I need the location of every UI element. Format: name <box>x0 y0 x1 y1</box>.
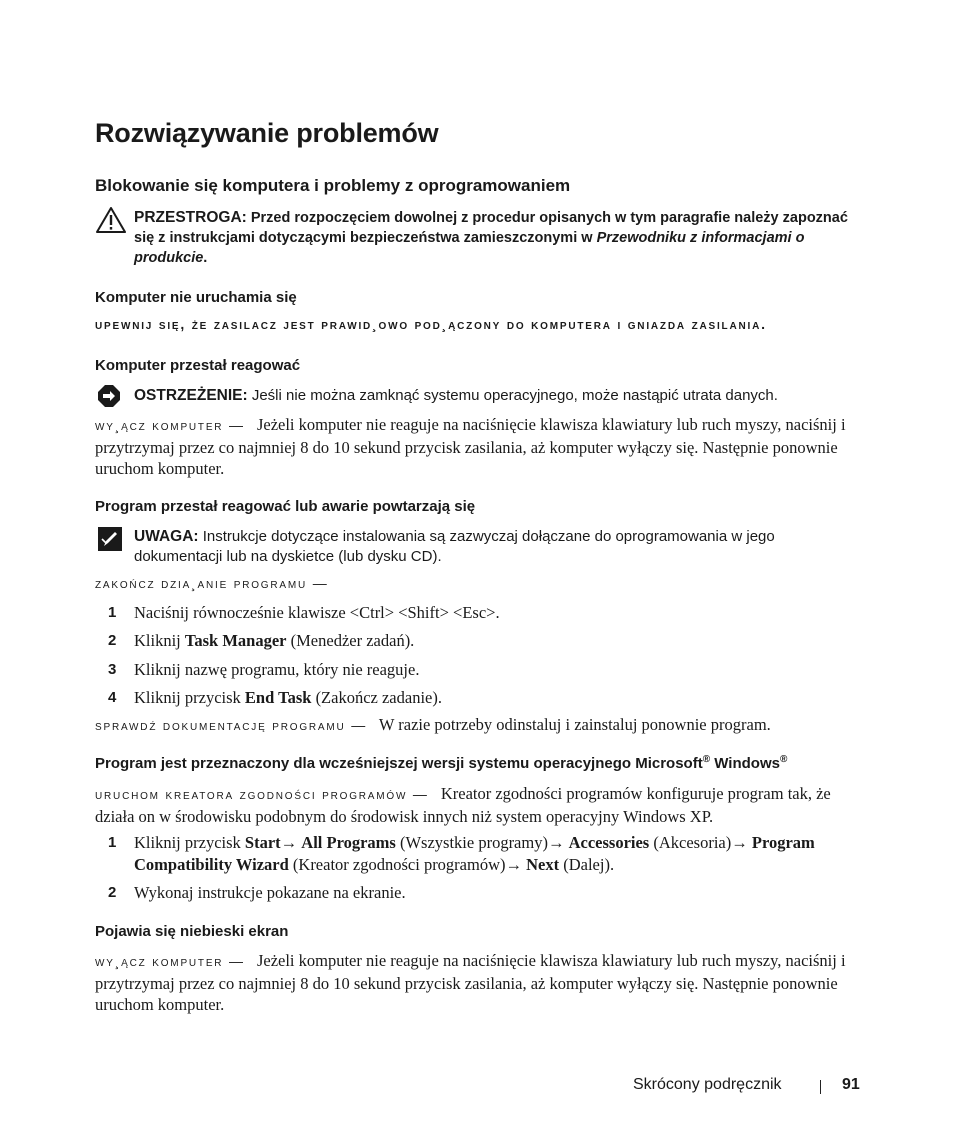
step-number: 1 <box>108 604 117 621</box>
page-title: Rozwiązywanie problemów <box>95 118 439 148</box>
action-lead: wy¸ącz komputer — <box>95 953 245 969</box>
step-text: (Kreator zgodności programów) <box>292 854 506 874</box>
paragraph <box>95 950 860 1016</box>
paragraph <box>95 414 860 480</box>
subsection-title-text: Windows <box>714 755 780 772</box>
arrow-icon: → <box>731 833 748 852</box>
arrow-icon: → <box>280 833 298 852</box>
step-text: Kliknij nazwę programu, który nie reaguje. <box>134 660 420 679</box>
ui-term: Task Manager <box>184 631 287 650</box>
subsection-title: Pojawia się niebieski ekran <box>95 923 289 940</box>
ui-term: Program Compatibility Wizard <box>134 833 815 874</box>
step-number: 2 <box>108 884 117 901</box>
footer-divider <box>820 1080 821 1094</box>
caution-end: . <box>203 250 208 266</box>
action-lead: wy¸ącz komputer — <box>95 417 245 433</box>
caution-block <box>95 208 855 270</box>
list-item <box>95 832 855 876</box>
step-text: (Menedżer zadań). <box>290 631 415 650</box>
note-block <box>95 527 855 569</box>
step-text: Kliknij przycisk <box>134 833 241 852</box>
subsection-title: Komputer nie uruchamia się <box>95 289 297 306</box>
paragraph <box>95 714 860 737</box>
page-number: 91 <box>842 1076 860 1093</box>
action-lead: zakończ dzia¸anie programu — <box>95 575 329 591</box>
step-text: Kliknij przycisk <box>134 688 241 707</box>
ui-term: All Programs <box>301 833 396 852</box>
ui-term: Start <box>244 833 281 852</box>
notice-hand-icon <box>97 384 121 408</box>
paragraph-text: Jeżeli komputer nie reaguje na naciśnięcie klawisza klawiatury lub ruch myszy, naciśnij i przytrzymaj przez co najmniej 8 do 10 sekund przycisk zasilania, aż komputer wyłączy się. Następnie ponownie uruchom komputer. <box>95 951 846 1014</box>
arrow-icon: → <box>505 854 522 874</box>
notice-label: OSTRZEŻENIE: <box>134 387 248 404</box>
step-text: (Dalej). <box>563 854 615 874</box>
step-number: 2 <box>108 632 117 649</box>
step-text: Naciśnij równocześnie klawisze <Ctrl> <Shift> <Esc>. <box>134 603 500 622</box>
paragraph-text: W razie potrzeby odinstaluj i zainstaluj ponownie program. <box>378 715 771 734</box>
step-text: Kliknij <box>134 631 181 650</box>
caution-reference: Przewodniku z informacjami o produkcie <box>134 230 805 266</box>
caution-text: Przed rozpoczęciem dowolnej z procedur opisanych w tym paragrafie należy zapoznać się z instrukcjami dotyczącymi bezpieczeństwa zamieszczonymi w <box>134 210 848 246</box>
step-number: 1 <box>108 834 117 851</box>
footer-book-title: Skrócony podręcznik <box>633 1076 782 1093</box>
step-text: (Wszystkie programy) <box>399 833 548 852</box>
note-pencil-icon <box>98 527 122 551</box>
arrow-icon: → <box>547 833 565 852</box>
action-lead: sprawdź dokumentację programu — <box>95 717 368 733</box>
subsection-title <box>95 754 865 772</box>
ui-term: End Task <box>244 688 312 707</box>
warning-triangle-icon <box>96 206 126 236</box>
subsection-title: Program przestał reagować lub awarie powtarzają się <box>95 498 476 515</box>
paragraph-text: Jeżeli komputer nie reaguje na naciśnięcie klawisza klawiatury lub ruch myszy, naciśnij i przytrzymaj przez co najmniej 8 do 10 sekund przycisk zasilania, aż komputer wyłączy się. Następnie ponownie uruchom komputer. <box>95 415 846 478</box>
step-number: 4 <box>108 689 117 706</box>
step-number: 3 <box>108 661 117 678</box>
notice-block <box>95 386 855 410</box>
step-text: (Zakończ zadanie). <box>315 688 442 707</box>
paragraph-text: Kreator zgodności programów konfiguruje program tak, że działa on w środowisku podobnym do środowisk innych niż system operacyjny Windows XP. <box>95 784 831 826</box>
action-lead: upewnij się, że zasilacz jest prawid¸owo pod¸ączony do komputera i gniazda zasilania. <box>95 316 767 332</box>
note-text: Instrukcje dotyczące instalowania są zazwyczaj dołączane do oprogramowania w jego dokumentacji lub na dyskietce (lub dysku CD). <box>134 528 775 565</box>
paragraph <box>95 783 860 827</box>
subsection-title: Komputer przestał reagować <box>95 357 301 374</box>
ui-term: Next <box>526 854 560 874</box>
step-text: Wykonaj instrukcje pokazane na ekranie. <box>134 883 406 902</box>
notice-text: Jeśli nie można zamknąć systemu operacyjnego, może nastąpić utrata danych. <box>251 387 778 404</box>
ui-term: Accessories <box>568 833 650 852</box>
registered-mark: ® <box>779 754 788 765</box>
step-text: (Akcesoria) <box>653 833 732 852</box>
action-lead: uruchom kreatora zgodności programów — <box>95 786 429 802</box>
subsection-title-text: Program jest przeznaczony dla wcześniejszej wersji systemu operacyjnego Microsoft <box>95 755 703 772</box>
registered-mark: ® <box>702 754 711 765</box>
caution-label: PRZESTROGA: <box>134 209 247 226</box>
section-title: Blokowanie się komputera i problemy z oprogramowaniem <box>95 176 571 195</box>
note-label: UWAGA: <box>134 528 199 545</box>
